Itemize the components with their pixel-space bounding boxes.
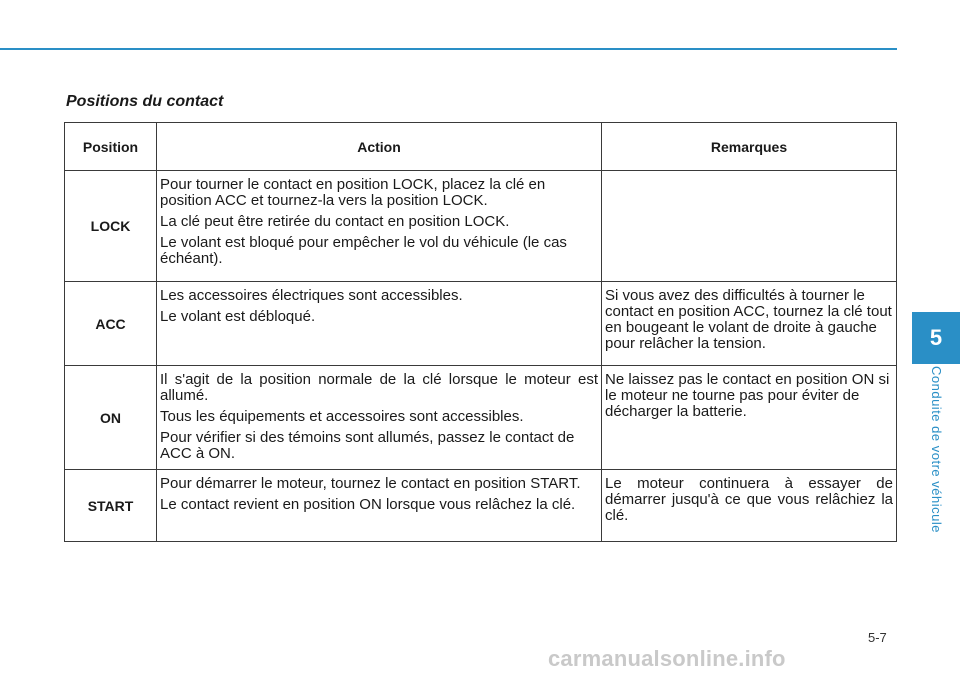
action-text: Tous les équipements et accessoires sont accessibles. bbox=[160, 408, 524, 425]
remarks-cell bbox=[602, 282, 897, 366]
header-remarks: Remarques bbox=[602, 123, 897, 171]
action-text: Il s'agit de la position normale de la clé lorsque le moteur est allumé. bbox=[160, 371, 598, 404]
page-number: 5-7 bbox=[868, 630, 887, 645]
header-action: Action bbox=[157, 123, 602, 171]
remarks-text: Ne laissez pas le contact en position ON si le moteur ne tourne pas pour éviter de décharger la batterie. bbox=[605, 371, 890, 420]
action-text: Le volant est bloqué pour empêcher le vol du véhicule (le cas échéant). bbox=[160, 234, 567, 267]
remarks-cell bbox=[602, 171, 897, 282]
position-cell: ACC bbox=[65, 282, 157, 366]
action-text: Le volant est débloqué. bbox=[160, 308, 316, 325]
ignition-positions-table bbox=[64, 122, 897, 542]
table-row bbox=[65, 470, 897, 542]
action-text: Le contact revient en position ON lorsque vous relâchez la clé. bbox=[160, 496, 576, 513]
remarks-cell bbox=[602, 470, 897, 542]
table-row bbox=[65, 366, 897, 470]
action-text: Pour vérifier si des témoins sont allumés, passez le contact de ACC à ON. bbox=[160, 429, 575, 462]
action-cell bbox=[157, 366, 602, 470]
remarks-text: Si vous avez des difficultés à tourner le contact en position ACC, tournez la clé tout en bougeant le volant de droite à gauche pour relâcher la tension. bbox=[605, 287, 892, 352]
action-cell bbox=[157, 470, 602, 542]
remarks-text bbox=[602, 171, 896, 182]
action-text: Les accessoires électriques sont accessibles. bbox=[160, 287, 463, 304]
action-cell bbox=[157, 282, 602, 366]
position-cell: START bbox=[65, 470, 157, 542]
table-row bbox=[65, 282, 897, 366]
position-cell: LOCK bbox=[65, 171, 157, 282]
chapter-number-tab: 5 bbox=[912, 312, 960, 364]
header-divider bbox=[0, 48, 897, 50]
action-text: La clé peut être retirée du contact en position LOCK. bbox=[160, 213, 510, 230]
table-row bbox=[65, 171, 897, 282]
chapter-label-text: Conduite de votre véhicule bbox=[929, 366, 944, 533]
action-text: Pour démarrer le moteur, tournez le contact en position START. bbox=[160, 475, 581, 492]
header-position: Position bbox=[65, 123, 157, 171]
watermark: carmanualsonline.info bbox=[548, 646, 786, 671]
section-title: Positions du contact bbox=[66, 93, 224, 110]
table-header-row bbox=[65, 123, 897, 171]
position-cell: ON bbox=[65, 366, 157, 470]
action-text: Pour tourner le contact en position LOCK, placez la clé en position ACC et tournez-la vers la position LOCK. bbox=[160, 176, 546, 209]
remarks-text: Le moteur continuera à essayer de démarrer jusqu'à ce que vous relâchiez la clé. bbox=[605, 475, 893, 524]
action-cell bbox=[157, 171, 602, 282]
remarks-cell bbox=[602, 366, 897, 470]
